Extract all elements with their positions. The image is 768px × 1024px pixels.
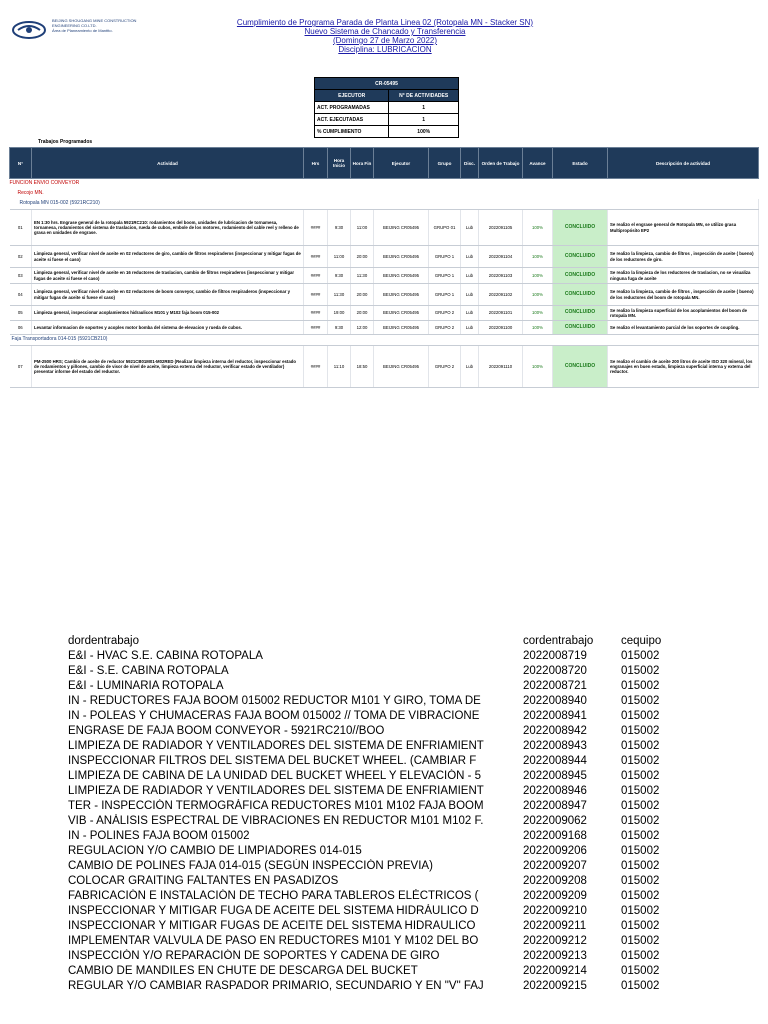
col-header: Hrs <box>304 148 328 179</box>
end-time: 11:00 <box>351 210 374 246</box>
work-order-description: FABRICACIÓN E INSTALACIÓN DE TECHO PARA TABLEROS ELÉCTRICOS ( <box>68 890 479 902</box>
discipline: Lub <box>461 268 479 284</box>
work-order-code: 2022008721 <box>523 680 587 692</box>
activity-text: Limpieza general, verificar nivel de aceite en 16 reductores de traslacion, cambio de filtros respiraderos (inspeccionar y mitigar fugas de aceite si fuese el caso) <box>32 268 304 284</box>
list-item <box>68 769 708 784</box>
col-header: N° <box>10 148 32 179</box>
equipment-code: 015002 <box>621 935 660 947</box>
end-time: 20:00 <box>351 246 374 268</box>
list-item <box>68 739 708 754</box>
equipment-code: 015002 <box>621 830 660 842</box>
status-badge: CONCLUIDO <box>553 346 608 388</box>
status-badge: CONCLUIDO <box>553 321 608 335</box>
work-order-code: 2022009213 <box>523 950 587 962</box>
work-order-code: 2022008719 <box>523 650 587 662</box>
logo-line-2: ENGINEERING CO.LTD. <box>52 23 97 28</box>
section-title: FUNCION ENVIO CONVEYOR <box>9 180 80 187</box>
summary-header-actividades: N° DE ACTIVIDADES <box>389 90 459 102</box>
work-order-code: 2022008940 <box>523 695 587 707</box>
work-order-code: 2022009211 <box>523 920 587 932</box>
table-header-row <box>10 148 759 179</box>
col-header: Orden de Trabajo <box>479 148 523 179</box>
document-title <box>210 18 560 54</box>
status-badge: CONCLUIDO <box>553 210 608 246</box>
list-item <box>68 649 708 664</box>
summary-label: ACT. EJECUTADAS <box>315 114 389 126</box>
executor: BEIJING CR05495 <box>374 246 429 268</box>
list-header: dordentrabajo <box>68 635 139 647</box>
end-time: 20:00 <box>351 284 374 306</box>
list-item <box>68 694 708 709</box>
title-line-2: Nuevo Sistema de Chancado y Transferencia <box>304 27 466 36</box>
equipment-code: 015002 <box>621 785 660 797</box>
work-order: 2022091101 <box>479 306 523 321</box>
title-line-1: Cumplimiento de Programa Parada de Planta Linea 02 (Rotopala MN - Stacker SN) <box>236 18 534 27</box>
status-badge: CONCLUIDO <box>553 284 608 306</box>
work-order: 2022091110 <box>479 346 523 388</box>
equipment-code: 015002 <box>621 845 660 857</box>
col-header: Ejecutor <box>374 148 429 179</box>
equipment-code: 015002 <box>621 875 660 887</box>
equipment-code: 015002 <box>621 665 660 677</box>
progress: 100% <box>523 306 553 321</box>
executor: BEIJING CR05495 <box>374 306 429 321</box>
company-logo-icon <box>12 20 46 40</box>
equipment-code: 015002 <box>621 650 660 662</box>
work-order-code: 2022008947 <box>523 800 587 812</box>
group: GRUPO 2 <box>429 346 461 388</box>
work-order-code: 2022009212 <box>523 935 587 947</box>
work-order-code: 2022008946 <box>523 785 587 797</box>
activity-row <box>10 321 759 335</box>
equipment-code: 015002 <box>621 770 660 782</box>
work-order-description: INSPECCIONAR Y MITIGAR FUGA DE ACEITE DEL SISTEMA HIDRÁULICO D <box>68 905 479 917</box>
start-time: 9:30 <box>328 268 351 284</box>
start-time: 9:30 <box>328 321 351 335</box>
work-order: 2022091102 <box>479 284 523 306</box>
work-order-list <box>68 634 708 994</box>
hours: #### <box>304 210 328 246</box>
progress: 100% <box>523 268 553 284</box>
col-header: Avance <box>523 148 553 179</box>
summary-label: % CUMPLIMIENTO <box>315 126 389 138</box>
equipment-code: 015002 <box>621 710 660 722</box>
summary-header-ejecutor: EJECUTOR <box>315 90 389 102</box>
discipline: Lub <box>461 321 479 335</box>
row-number: 03 <box>10 268 32 284</box>
work-order-description: CAMBIO DE MANDILES EN CHUTE DE DESCARGA DEL BUCKET <box>68 965 418 977</box>
row-number: 07 <box>10 346 32 388</box>
work-order-description: LIMPIEZA DE RADIADOR Y VENTILADORES DEL SISTEMA DE ENFRIAMIENT <box>68 740 484 752</box>
work-order-code: 2022009207 <box>523 860 587 872</box>
col-header: Hora Fin <box>351 148 374 179</box>
activity-row <box>10 346 759 388</box>
activity-text: EN 1:30 hrs. Engrase general de la rotopala 5921RC210: rodamientos del boom, unidades de lubricacion de tornamesa, tornamesa, rodamientos del sistema de traslacion, rueda de cubos, embole de los motores, rodamiento del cable reel y relleno de grasa en unidades de engrase. <box>32 210 304 246</box>
work-order-description: ENGRASE DE FAJA BOOM CONVEYOR - 5921RC210//BOO <box>68 725 385 737</box>
start-time: 11:00 <box>328 246 351 268</box>
row-number: 05 <box>10 306 32 321</box>
status-badge: CONCLUIDO <box>553 268 608 284</box>
work-order-description: IN - POLEAS Y CHUMACERAS FAJA BOOM 015002 // TOMA DE VIBRACIONE <box>68 710 480 722</box>
equipment-code: 015002 <box>621 980 660 992</box>
end-time: 20:00 <box>351 306 374 321</box>
work-order-code: 2022009210 <box>523 905 587 917</box>
equipment-group-title: Faja Transportadora 014-015 (5921CB210) <box>10 335 759 346</box>
hours: #### <box>304 284 328 306</box>
group: GRUPO 2 <box>429 321 461 335</box>
summary-table <box>314 77 459 138</box>
executor: BEIJING CR05495 <box>374 321 429 335</box>
summary-value: 1 <box>389 114 459 126</box>
executor: BEIJING CR05495 <box>374 346 429 388</box>
activity-text: PM-2500 HRS; Cambio de aceite de reductor 5921CB01M01-M02RED (Realizar limpieza interna del reductor, inspeccionar estado de rodamientos y piñones, cambio de visor de nivel de aceite, limpieza externa del reductor, verificar estado de ventilador) presentar informe del estado del reductor. <box>32 346 304 388</box>
col-header: Actividad <box>32 148 304 179</box>
work-order-description: INSPECCIONAR Y MITIGAR FUGAS DE ACEITE DEL SISTEMA HIDRAULICO <box>68 920 476 932</box>
list-item <box>68 724 708 739</box>
progress: 100% <box>523 210 553 246</box>
work-order-description: CAMBIO DE POLINES FAJA 014-015 (SEGÚN INSPECCIÓN PREVIA) <box>68 860 433 872</box>
work-order-code: 2022009062 <box>523 815 587 827</box>
equipment-code: 015002 <box>621 725 660 737</box>
activity-row <box>10 210 759 246</box>
progress: 100% <box>523 321 553 335</box>
list-header: cequipo <box>621 635 662 647</box>
hours: #### <box>304 246 328 268</box>
work-order-code: 2022009209 <box>523 890 587 902</box>
work-order-description: INSPECCIÓN Y/O REPARACIÓN DE SOPORTES Y CADENA DE GIRO <box>68 950 440 962</box>
equipment-code: 015002 <box>621 920 660 932</box>
activity-row <box>10 284 759 306</box>
list-item <box>68 799 708 814</box>
row-number: 02 <box>10 246 32 268</box>
work-order-description: TER - INSPECCIÓN TERMOGRÁFICA REDUCTORES M101 M102 FAJA BOOM <box>68 800 484 812</box>
discipline: Lub <box>461 346 479 388</box>
start-time: 19:00 <box>328 306 351 321</box>
group: GRUPO 2 <box>429 306 461 321</box>
logo-line-1: BEIJING SHOUGANG MINE CONSTRUCTION <box>52 18 137 23</box>
progress: 100% <box>523 346 553 388</box>
summary-value: 1 <box>389 102 459 114</box>
executor: BEIJING CR05495 <box>374 284 429 306</box>
list-item <box>68 889 708 904</box>
title-line-3: (Domingo 27 de Marzo 2022) <box>332 36 438 45</box>
equipment-group-title: Rotopala MN 015-002 (5921RC210) <box>10 199 759 210</box>
activity-description: Se realizo el levantamiento parcial de los soportes de coupling. <box>608 321 759 335</box>
list-header-row <box>68 634 708 649</box>
work-order-code: 2022008942 <box>523 725 587 737</box>
activity-description: Se realizo el cambio de aceite 200 litros de aceite ISO 320 mineral, los engranajes en buen estado, limpieza superficial interna y externa del reductor. <box>608 346 759 388</box>
work-order: 2022091105 <box>479 210 523 246</box>
discipline: Lub <box>461 306 479 321</box>
status-badge: CONCLUIDO <box>553 246 608 268</box>
work-order-code: 2022009215 <box>523 980 587 992</box>
list-item <box>68 754 708 769</box>
logo-line-3: Área de Planeamiento de Manttto. <box>52 28 113 33</box>
activity-text: Limpieza general, verificar nivel de aceite en 02 reductores de boom conveyor, cambio de filtros respiraderos (inspeccionar y mitigar fugas de aceite si fuese el caso) <box>32 284 304 306</box>
hours: #### <box>304 321 328 335</box>
list-item <box>68 874 708 889</box>
work-order-description: IMPLEMENTAR VALVULA DE PASO EN REDUCTORES M101 Y M102 DEL BO <box>68 935 479 947</box>
activity-description: Se realizo la limpieza, cambio de filtros , inspección de aceite ( bueno) de los reductores de giro. <box>608 246 759 268</box>
list-item <box>68 814 708 829</box>
list-header: cordentrabajo <box>523 635 594 647</box>
activity-description: Se realizo la limpieza superficial de los acoplamientos del boom de rotopala MN. <box>608 306 759 321</box>
activity-row <box>10 268 759 284</box>
work-order-description: LIMPIEZA DE RADIADOR Y VENTILADORES DEL SISTEMA DE ENFRIAMIENT <box>68 785 484 797</box>
discipline: Lub <box>461 284 479 306</box>
work-order-description: IN - REDUCTORES FAJA BOOM 015002 REDUCTOR M101 Y GIRO, TOMA DE <box>68 695 481 707</box>
list-item <box>68 949 708 964</box>
equipment-code: 015002 <box>621 965 660 977</box>
end-time: 11:30 <box>351 268 374 284</box>
list-item <box>68 859 708 874</box>
work-order-description: IN - POLINES FAJA BOOM 015002 <box>68 830 250 842</box>
work-order-code: 2022009168 <box>523 830 587 842</box>
summary-label: ACT. PROGRAMADAS <box>315 102 389 114</box>
col-header: Grupo <box>429 148 461 179</box>
equipment-code: 015002 <box>621 890 660 902</box>
equipment-code: 015002 <box>621 740 660 752</box>
equipment-code: 015002 <box>621 950 660 962</box>
work-order-description: E&I - HVAC S.E. CABINA ROTOPALA <box>68 650 263 662</box>
title-line-4: Disciplina: LUBRICACION <box>338 45 432 54</box>
start-time: 11:10 <box>328 346 351 388</box>
work-order-code: 2022009214 <box>523 965 587 977</box>
activity-text: Levantar informacion de soportes y acoples motor bomba del sistema de elevacion y rueda de cubos. <box>32 321 304 335</box>
group: GRUPO 1 <box>429 246 461 268</box>
activity-row <box>10 246 759 268</box>
work-order-code: 2022008944 <box>523 755 587 767</box>
list-item <box>68 844 708 859</box>
discipline: Lub <box>461 246 479 268</box>
work-order-description: INSPECCIONAR FILTROS DEL SISTEMA DEL BUCKET WHEEL. (CAMBIAR F <box>68 755 477 767</box>
work-order-code: 2022008943 <box>523 740 587 752</box>
activity-text: Limpieza general, verificar nivel de aceite en 02 reductores de giro, cambio de filtros respiraderos (inspeccionar y mitigar fugas de aceite si fuese el caso) <box>32 246 304 268</box>
list-item <box>68 829 708 844</box>
hours: #### <box>304 346 328 388</box>
status-badge: CONCLUIDO <box>553 306 608 321</box>
equipment-code: 015002 <box>621 755 660 767</box>
executor: BEIJING CR05495 <box>374 268 429 284</box>
hours: #### <box>304 268 328 284</box>
list-item <box>68 784 708 799</box>
work-order: 2022091103 <box>479 268 523 284</box>
activity-description: Se realizo la limpieza, cambio de filtros , inspección de aceite ( bueno) de los reductores del boom de rotopala MN. <box>608 284 759 306</box>
equipment-code: 015002 <box>621 680 660 692</box>
work-order-code: 2022009208 <box>523 875 587 887</box>
summary-code: CR-05495 <box>315 78 459 90</box>
subsection-title: Recojo MN. <box>17 190 44 197</box>
trabajos-label: Trabajos Programados <box>38 139 93 145</box>
work-order-code: 2022009206 <box>523 845 587 857</box>
list-item <box>68 919 708 934</box>
work-order-description: E&I - LUMINARIA ROTOPALA <box>68 680 224 692</box>
list-item <box>68 709 708 724</box>
progress: 100% <box>523 284 553 306</box>
list-item <box>68 904 708 919</box>
work-order: 2022091100 <box>479 321 523 335</box>
group: GRUPO 1 <box>429 284 461 306</box>
end-time: 18:50 <box>351 346 374 388</box>
col-header: Hora Inicio <box>328 148 351 179</box>
executor: BEIJING CR05495 <box>374 210 429 246</box>
row-number: 06 <box>10 321 32 335</box>
activities-table <box>9 147 759 388</box>
col-header: Estado <box>553 148 608 179</box>
col-header: Descripción de actividad <box>608 148 759 179</box>
activity-row <box>10 306 759 321</box>
work-order-description: LIMPIEZA DE CABINA DE LA UNIDAD DEL BUCKET WHEEL Y ELEVACIÓN - 5 <box>68 770 482 782</box>
discipline: Lub <box>461 210 479 246</box>
summary-value: 100% <box>389 126 459 138</box>
work-order-description: COLOCAR GRAITING FALTANTES EN PASADIZOS <box>68 875 339 887</box>
equipment-code: 015002 <box>621 695 660 707</box>
company-logo <box>12 18 212 44</box>
group: GRUPO 1 <box>429 268 461 284</box>
start-time: 9:30 <box>328 210 351 246</box>
list-item <box>68 679 708 694</box>
row-number: 04 <box>10 284 32 306</box>
col-header: Disc. <box>461 148 479 179</box>
list-item <box>68 964 708 979</box>
activity-description: Se realizo la limpieza de los reductores de traslacion, no se visualiza ninguna fuga de aceite <box>608 268 759 284</box>
work-order: 2022091104 <box>479 246 523 268</box>
equipment-code: 015002 <box>621 860 660 872</box>
work-order-description: REGULAR Y/O CAMBIAR RASPADOR PRIMARIO, SECUNDARIO Y EN "V" FAJ <box>68 980 484 992</box>
group: GRUPO 01 <box>429 210 461 246</box>
work-order-code: 2022008720 <box>523 665 587 677</box>
equipment-code: 015002 <box>621 815 660 827</box>
equipment-code: 015002 <box>621 905 660 917</box>
hours: #### <box>304 306 328 321</box>
activity-text: Limpieza general, inspeccionar acoplamientos hidraulicos M101 y M102 faja boom 015-002 <box>32 306 304 321</box>
work-order-code: 2022008941 <box>523 710 587 722</box>
list-item <box>68 664 708 679</box>
start-time: 11:30 <box>328 284 351 306</box>
work-order-description: E&I - S.E. CABINA ROTOPALA <box>68 665 229 677</box>
work-order-description: REGULACION Y/O CAMBIO DE LIMPIADORES 014-015 <box>68 845 362 857</box>
list-item <box>68 979 708 994</box>
activity-description: Se realizo el engrase general de Rotopala MN, se utilizo grasa Multipropósito EP2 <box>608 210 759 246</box>
row-number: 01 <box>10 210 32 246</box>
work-order-code: 2022008945 <box>523 770 587 782</box>
equipment-code: 015002 <box>621 800 660 812</box>
work-order-description: VIB - ANÁLISIS ESPECTRAL DE VIBRACIONES EN REDUCTOR M101 M102 F. <box>68 815 484 827</box>
list-item <box>68 934 708 949</box>
progress: 100% <box>523 246 553 268</box>
end-time: 12:00 <box>351 321 374 335</box>
